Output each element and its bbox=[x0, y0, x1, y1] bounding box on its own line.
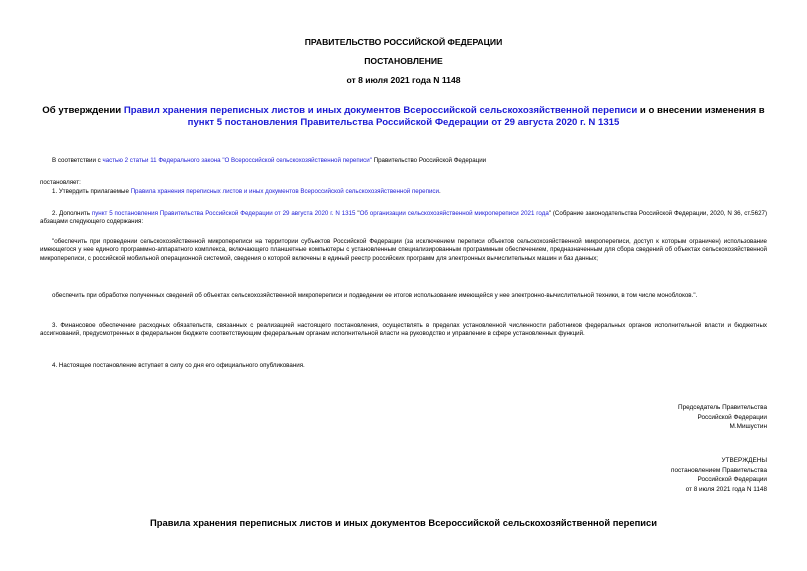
item-2-suffix: " (Собрание законодательства Российской Федерации, 2020, N 36, ст.5627) абзацами следующего содержания: bbox=[40, 210, 768, 226]
quote-paragraph-1: "обеспечить при проведении сельскохозяйственной микропереписи на территории субъектов Российской Федерации (за исключением переписи объектов сельскохозяйственной микропереписи, доступ к которым ограничен) использование имеющегося у нее единого программно-аппаратного комплекса, включающего планшетные компьютеры с установленным специализированным программным обеспечением, предназначенным для сбора сведений об объектах сельскохозяйственной микропереписи, с российской мобильной операционной системой, сведения о которой включены в единый реестр российских программ для электронных вычислительных машин и баз данных; bbox=[40, 238, 767, 262]
quote-paragraph-2: обеспечить при обработке полученных сведений об объектах сельскохозяйственной микропереписи и подведении ее итогов использование имеющейся у нее электронно-вычислительной техники, в том числе моноблоков.". bbox=[52, 292, 698, 299]
document-date: от 8 июля 2021 года N 1148 bbox=[346, 75, 461, 85]
item-2-middle: " bbox=[355, 210, 360, 217]
title-middle: и о внесении изменения в bbox=[637, 105, 765, 116]
decree-word: постановляет: bbox=[40, 179, 81, 186]
intro-suffix: Правительство Российской Федерации bbox=[371, 157, 487, 164]
item-1-prefix: 1. Утвердить прилагаемые bbox=[52, 188, 131, 195]
intro-paragraph bbox=[40, 157, 767, 165]
item-1-suffix: . bbox=[438, 188, 441, 195]
document-type: ПОСТАНОВЛЕНИЕ bbox=[364, 56, 443, 66]
approved-rules-link[interactable]: Правила хранения переписных листов и иных документов Всероссийской сельскохозяйственной переписи bbox=[130, 188, 439, 195]
federal-law-link[interactable]: частью 2 статьи 11 Федерального закона "О Всероссийской сельскохозяйственной переписи" bbox=[102, 157, 372, 164]
intro-prefix: В соответствии с bbox=[52, 157, 103, 164]
title-prefix: Об утверждении bbox=[42, 105, 124, 116]
approval-block bbox=[671, 456, 767, 494]
item-1 bbox=[40, 188, 767, 196]
signature-position: Председатель Правительства bbox=[678, 404, 767, 411]
signature-org: Российской Федерации bbox=[697, 413, 767, 421]
document-title bbox=[40, 105, 767, 129]
approval-org: Российской Федерации bbox=[697, 476, 767, 483]
rules-link[interactable]: Правил хранения переписных листов и иных документов Всероссийской сельскохозяйственной переписи bbox=[123, 105, 638, 116]
approval-date: от 8 июля 2021 года N 1148 bbox=[685, 485, 767, 493]
item-3: 3. Финансовое обеспечение расходных обязательств, связанных с реализацией настоящего постановления, осуществлять в пределах установленной численности работников федеральных органов исполнительной власти и бюджетных ассигнований, предусмотренных в федеральном бюджете соответствующим федеральным органам исполнительной власти на руководство и управление в сфере установленных функций. bbox=[40, 322, 767, 338]
item-4: 4. Настоящее постановление вступает в силу со дня его официального опубликования. bbox=[52, 362, 305, 369]
rules-title: Правила хранения переписных листов и иных документов Всероссийской сельскохозяйственной переписи bbox=[150, 517, 657, 528]
micro-census-link[interactable]: Об организации сельскохозяйственной микропереписи 2021 года bbox=[359, 210, 549, 217]
decree-point-5-link[interactable]: пункт 5 постановления Правительства Российской Федерации от 29 августа 2020 г. N 1315 bbox=[91, 210, 356, 217]
signature-block bbox=[678, 403, 767, 432]
item-2-prefix: 2. Дополнить bbox=[52, 210, 92, 217]
item-2 bbox=[40, 210, 767, 227]
government-heading: ПРАВИТЕЛЬСТВО РОССИЙСКОЙ ФЕДЕРАЦИИ bbox=[304, 37, 503, 47]
signature-name: М.Мишустин bbox=[729, 423, 767, 430]
decree-1315-link[interactable]: пункт 5 постановления Правительства Российской Федерации от 29 августа 2020 г. N 1315 bbox=[187, 117, 620, 128]
approval-by: постановлением Правительства bbox=[671, 466, 767, 474]
approval-status: УТВЕРЖДЕНЫ bbox=[721, 457, 767, 464]
